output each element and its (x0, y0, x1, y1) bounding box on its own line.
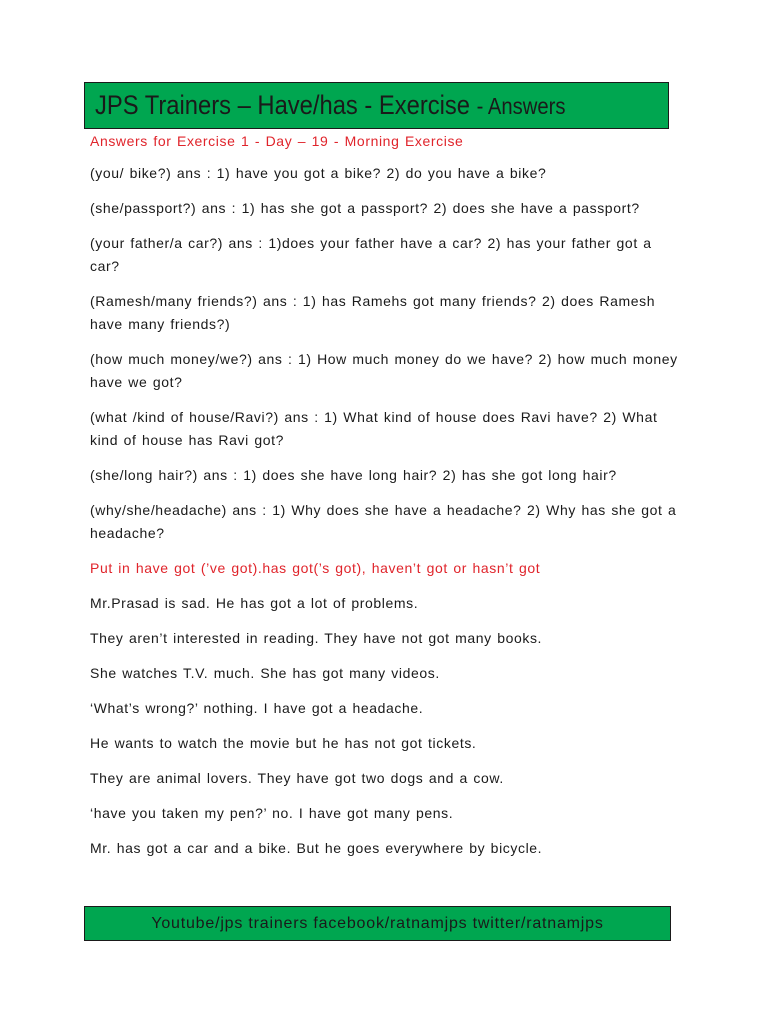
social-links-text: Youtube/jps trainers facebook/ratnamjps twitter/ratnamjps (151, 914, 604, 932)
answer-item: (how much money/we?) ans : 1) How much money do we have? 2) how much money have we got? (90, 351, 678, 390)
sentence-item: He wants to watch the movie but he has not got tickets. (90, 735, 477, 751)
answer-item: (you/ bike?) ans : 1) have you got a bike? 2) do you have a bike? (90, 165, 547, 181)
section1-heading: Answers for Exercise 1 - Day – 19 - Morning Exercise (90, 133, 464, 149)
answer-item: (why/she/headache) ans : 1) Why does she have a headache? 2) Why has she got a headache? (90, 502, 677, 541)
title-banner (84, 82, 669, 129)
sentence-item: Mr. has got a car and a bike. But he goes everywhere by bicycle. (90, 840, 543, 856)
title-suffix: - Answers (476, 93, 566, 119)
sentence-item: ‘have you taken my pen?’ no. I have got many pens. (90, 805, 454, 821)
sentence-item: They are animal lovers. They have got two dogs and a cow. (90, 770, 504, 786)
sentence-item: They aren’t interested in reading. They have not got many books. (90, 630, 543, 646)
sentence-item: ‘What’s wrong?’ nothing. I have got a headache. (90, 700, 424, 716)
section2-heading: Put in have got (’ve got).has got(’s got), haven’t got or hasn’t got (90, 560, 541, 576)
answer-item: (she/long hair?) ans : 1) does she have long hair? 2) has she got long hair? (90, 467, 617, 483)
page-title (95, 90, 566, 121)
sentence-item: Mr.Prasad is sad. He has got a lot of problems. (90, 595, 419, 611)
title-main-text: JPS Trainers – Have/has - Exercise (95, 90, 471, 120)
answer-item: (Ramesh/many friends?) ans : 1) has Ramehs got many friends? 2) does Ramesh have many friends?) (90, 293, 656, 332)
answer-item: (she/passport?) ans : 1) has she got a passport? 2) does she have a passport? (90, 200, 640, 216)
answer-item: (your father/a car?) ans : 1)does your father have a car? 2) has your father got a car? (90, 235, 652, 274)
sentence-item: She watches T.V. much. She has got many videos. (90, 665, 440, 681)
document-body (90, 130, 680, 872)
footer-banner (84, 906, 671, 941)
answer-item: (what /kind of house/Ravi?) ans : 1) What kind of house does Ravi have? 2) What kind of house has Ravi got? (90, 409, 658, 448)
